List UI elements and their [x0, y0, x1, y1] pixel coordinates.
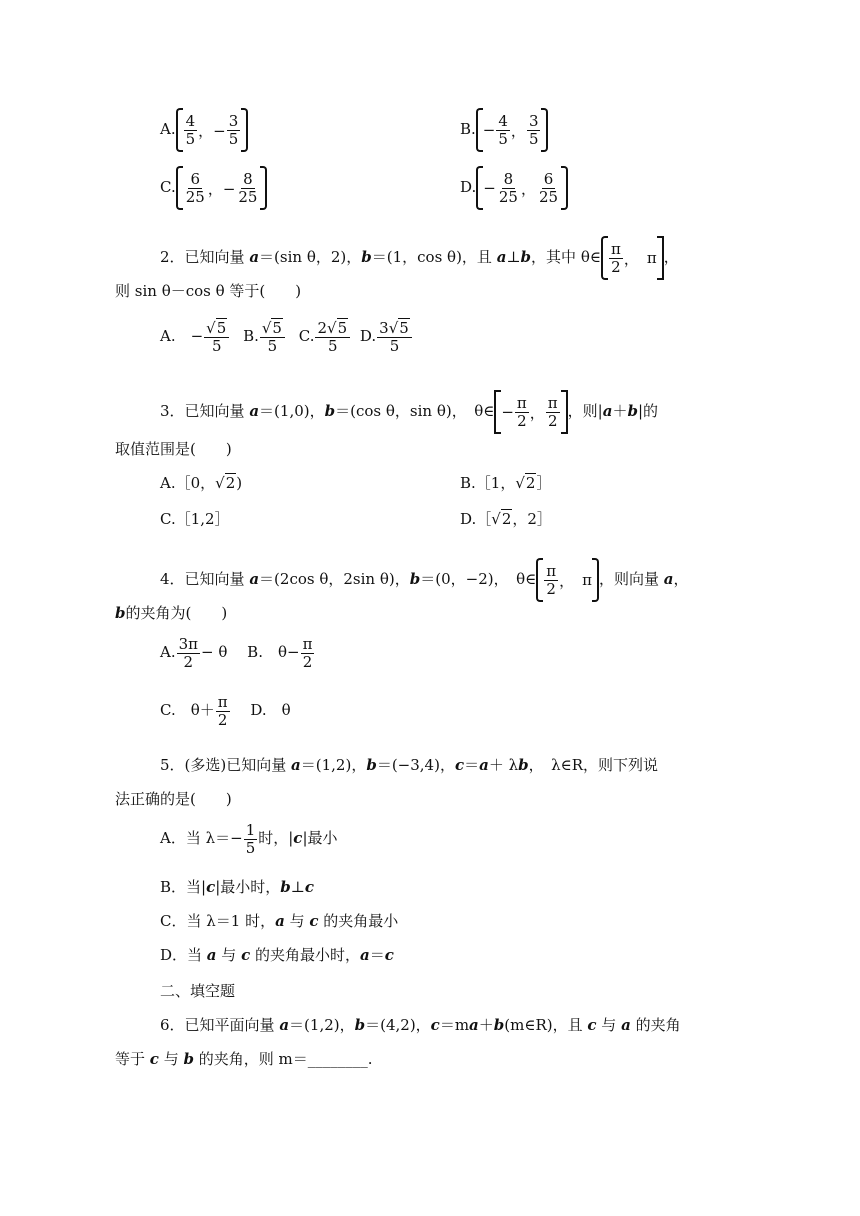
q1-option-d: D. − $\frac{8}{25}$ ， 6 25: [460, 166, 568, 202]
q2-options: A. − $\frac{√5}{5}$ B. $\frac{√5}{5}$ C. $\frac{2√5}{5}$ D. $\frac{3√5}{5}$: [160, 320, 413, 366]
q6-stem-line2: 等于 c 与 b 的夹角，则 m＝________.: [115, 1050, 373, 1068]
q1-option-a: A. 4 5 ，− $\frac{3}{5}$: [160, 108, 248, 144]
q2-stem: 2．已知向量 a＝(sin θ，2)，b＝(1，cos θ)，且 a⊥b，其中 θ∈ π 2 ， π ，: [160, 236, 679, 272]
q5-option-c: C．当 λ＝1 时，a 与 c 的夹角最小: [160, 912, 399, 930]
section-heading: 二、填空题: [160, 982, 236, 1000]
q3-option-d: D.［√2，2］: [460, 510, 552, 528]
q2-stem-line2: 则 sin θ－cos θ 等于( ): [115, 282, 302, 300]
q3-option-b: B.［1，√2］: [460, 474, 552, 492]
q1-option-b: B. − $\frac{4}{5}$ ， 3 5: [460, 108, 548, 144]
q1-option-c: C. 6 25 ，− $\frac{8}{25}$: [160, 166, 267, 202]
q5-stem-line2: 法正确的是( ): [115, 790, 232, 808]
q4-options-cd: C. θ＋ $\frac{\pi}{2}$ D. θ: [160, 693, 291, 729]
q5-option-d: D．当 a 与 c 的夹角最小时，a＝c: [160, 946, 394, 964]
q5-option-a: A．当 λ＝− $\frac{1}{5}$ 时，|c|最小: [160, 821, 338, 857]
q5-stem: 5．(多选)已知向量 a＝(1,2)，b＝(−3,4)，c＝a＋ λb， λ∈R，则下列说: [160, 756, 659, 774]
q4-options-ab: A. $\frac{3\pi}{2}$ − θ B. θ− $\frac{\pi}{2}$: [160, 635, 313, 671]
q3-stem-line2: 取值范围是( ): [115, 440, 232, 458]
q4-stem-line2: b的夹角为( ): [115, 604, 228, 622]
q3-option-c: C.［1,2］: [160, 510, 230, 528]
q3-option-a: A.［0，√2): [160, 474, 243, 492]
q6-stem: 6．已知平面向量 a＝(1,2)，b＝(4,2)，c＝ma＋b(m∈R)，且 c 与 a 的夹角: [160, 1016, 681, 1034]
q5-option-b: B．当|c|最小时，b⊥c: [160, 878, 315, 896]
q4-stem: 4．已知向量 a＝(2cos θ，2sin θ)，b＝(0，−2)， θ∈ π 2 ， π ，则向量 a，: [160, 558, 689, 602]
q3-stem: 3．已知向量 a＝(1,0)，b＝(cos θ，sin θ)， θ∈ − $\frac{\pi}{2}$ ， π 2 ，则|a＋b|的: [160, 390, 658, 434]
